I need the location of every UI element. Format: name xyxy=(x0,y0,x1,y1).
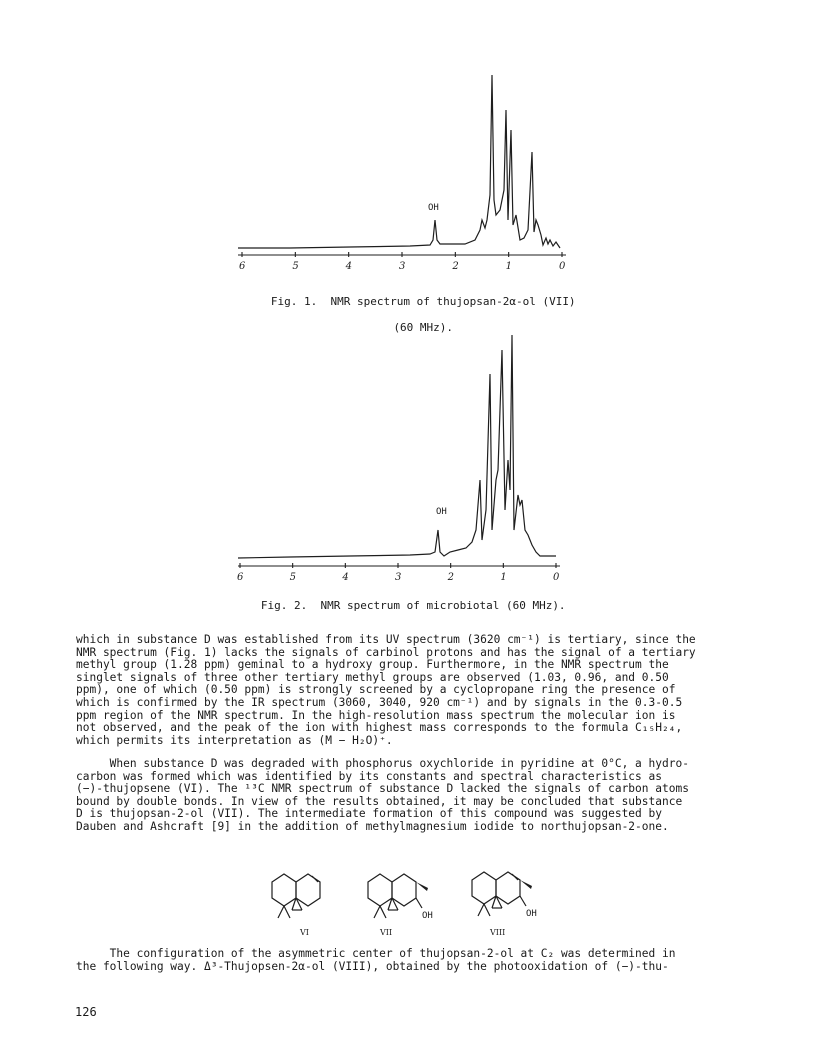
text-line: carbon was formed which was identified by its constants and spectral characteristics as xyxy=(76,769,662,783)
figure-1-oh-label: OH xyxy=(428,203,439,213)
text-line: not observed, and the peak of the ion with highest mass corresponds to the formula C₁₅H₂₄, xyxy=(76,721,683,735)
figure-1-caption-line: (60 MHz). xyxy=(393,321,454,334)
structure-vii-label: VII xyxy=(380,928,393,937)
text-line: methyl group (1.28 ppm) geminal to a hydroxy group. Furthermore, in the NMR spectrum the xyxy=(76,658,669,672)
tick-label: 0 xyxy=(559,261,566,272)
text-line: ppm region of the NMR spectrum. In the high-resolution mass spectrum the molecular ion is xyxy=(76,708,676,722)
paragraph-3 xyxy=(76,948,748,973)
paragraph-2 xyxy=(76,758,748,834)
text-line: ppm), one of which (0.50 ppm) is strongly screened by a cyclopropane ring the presence of xyxy=(76,683,676,697)
tick-label: 3 xyxy=(399,261,406,272)
tick-label: 3 xyxy=(395,572,402,583)
figure-1-caption-line: Fig. 1. NMR spectrum of thujopsan-2α-ol (VII) xyxy=(270,295,576,308)
structure-viii-label: VIII xyxy=(490,928,506,937)
figure-1 xyxy=(230,70,576,334)
text-line: which in substance D was established from its UV spectrum (3620 cm⁻¹) is tertiary, since the xyxy=(76,633,696,646)
text-line: Dauben and Ashcraft [9] in the addition of methylmagnesium iodide to northujopsan-2-one. xyxy=(76,819,669,833)
text-line: bound by double bonds. In view of the results obtained, it may be concluded that substance xyxy=(76,794,683,808)
structure-vii-drawing xyxy=(358,868,448,928)
text-line: singlet signals of three other tertiary methyl groups are observed (1.03, 0.96, and 0.50 xyxy=(76,670,669,684)
tick-label: 1 xyxy=(500,572,507,583)
structure-vi-drawing xyxy=(262,868,342,928)
page-number: 126 xyxy=(75,1005,97,1019)
text-line: NMR spectrum (Fig. 1) lacks the signals of carbinol protons and has the signal of a tertiary xyxy=(76,645,696,659)
text-line: which is confirmed by the IR spectrum (3060, 3040, 920 cm⁻¹) and by signals in the 0.3-0.5 xyxy=(76,695,683,709)
structure-viii-drawing xyxy=(462,862,552,926)
tick-label: 6 xyxy=(239,261,246,272)
figure-2-caption-line: Fig. 2. NMR spectrum of microbiotal (60 MHz). xyxy=(260,599,566,612)
structure-vi xyxy=(262,868,342,938)
tick-label: 2 xyxy=(447,572,455,583)
figure-1-spectrum xyxy=(230,70,570,270)
text-line: The configuration of the asymmetric center of thujopsan-2-ol at C₂ was determined in xyxy=(76,947,676,960)
text-line: (−)-thujopsene (VI). The ¹³C NMR spectrum of substance D lacked the signals of carbon atoms xyxy=(76,782,689,796)
figure-2-spectrum xyxy=(230,330,570,583)
text-line: When substance D was degraded with phosphorus oxychloride in pyridine at 0°C, a hydro- xyxy=(76,757,689,770)
tick-label: 4 xyxy=(345,261,353,272)
tick-label: 4 xyxy=(342,572,349,583)
structure-vii xyxy=(358,868,448,938)
tick-label: 5 xyxy=(292,261,299,272)
figure-2-caption xyxy=(230,586,570,625)
tick-label: 1 xyxy=(505,261,513,272)
structure-vii-oh: OH xyxy=(422,911,433,921)
figure-2 xyxy=(230,330,570,610)
structure-vi-label: VI xyxy=(300,928,309,937)
structure-viii xyxy=(462,862,552,938)
text-line: the following way. Δ³-Thujopsen-2α-ol (VIII), obtained by the photooxidation of (−)-thu- xyxy=(76,959,669,973)
tick-label: 5 xyxy=(289,572,297,583)
tick-label: 2 xyxy=(452,261,459,272)
figure-2-oh-label: OH xyxy=(436,507,447,517)
text-line: which permits its interpretation as (M − H₂O)⁺. xyxy=(76,733,393,747)
tick-label: 6 xyxy=(237,572,244,583)
figure-2-trace xyxy=(238,335,556,558)
figure-1-trace xyxy=(238,75,560,248)
paragraph-1 xyxy=(76,634,748,747)
text-line: D is thujopsan-2-ol (VII). The intermediate formation of this compound was suggested by xyxy=(76,807,662,821)
tick-label: 0 xyxy=(553,572,560,583)
structure-viii-oh: OH xyxy=(526,909,537,919)
